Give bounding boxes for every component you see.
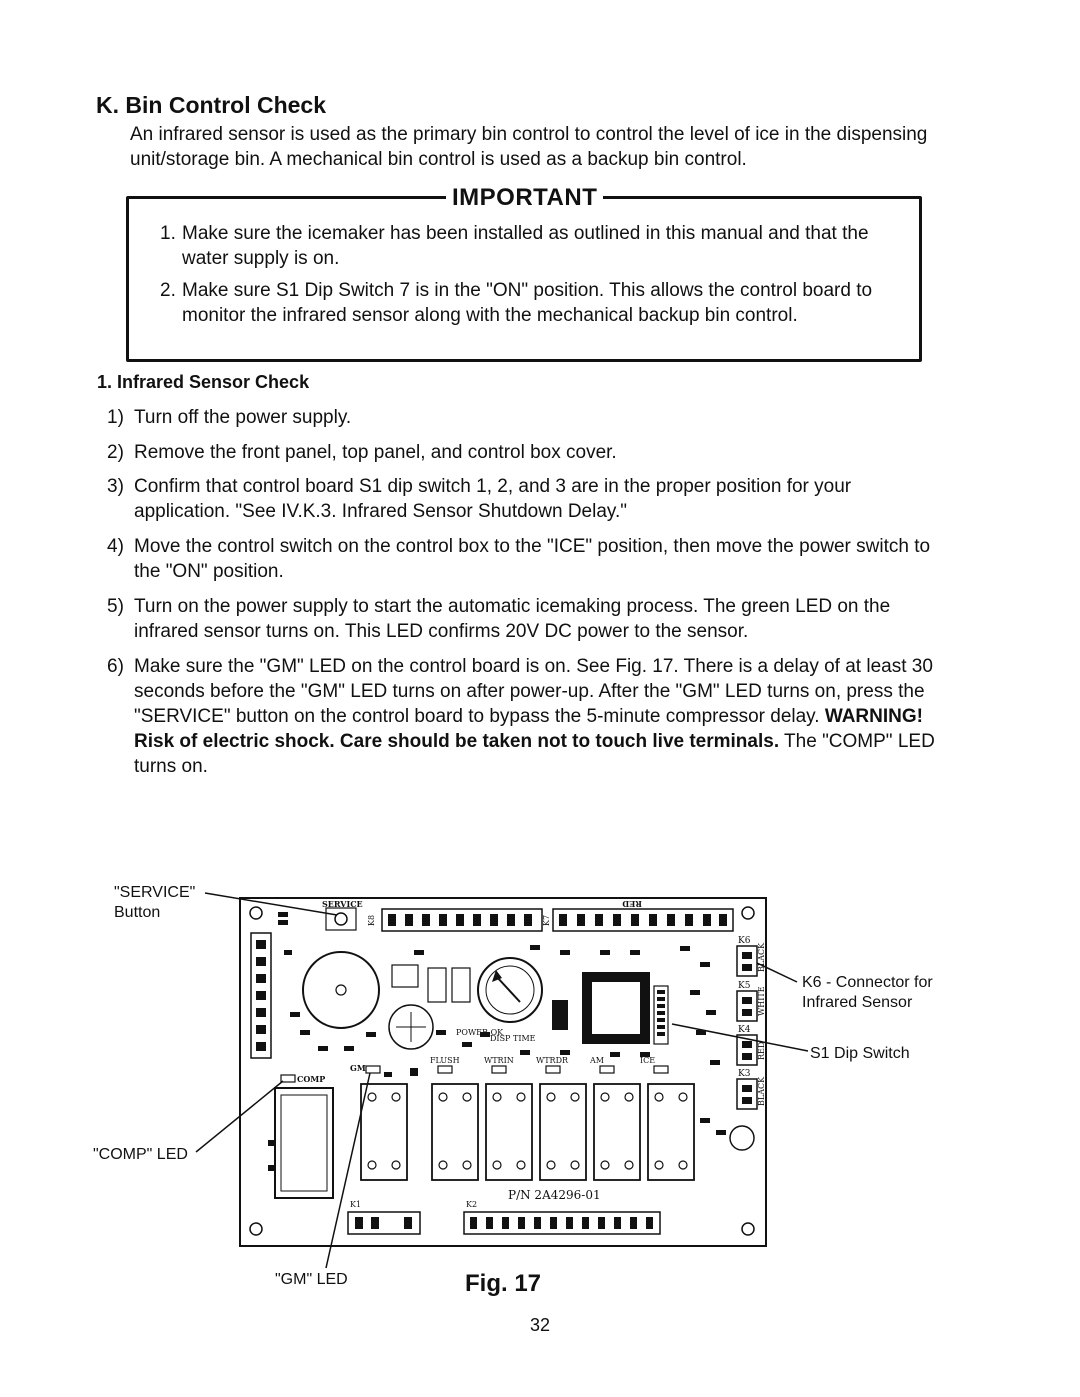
mounting-hole (250, 1223, 262, 1235)
k6-callout-line1: K6 - Connector for (802, 974, 933, 991)
board-label-white: WHITE (757, 986, 766, 1016)
service-callout-line2: Button (114, 904, 161, 921)
connector-k8-pins (388, 914, 532, 926)
board-label-black-2: BLACK (757, 1076, 766, 1106)
board-label-k6: K6 (738, 936, 751, 946)
board-label-k5: K5 (738, 981, 751, 991)
step-number: 5) (107, 596, 124, 617)
section-title: K. Bin Control Check (96, 92, 327, 118)
mounting-hole (250, 907, 262, 919)
board-label-wtrdr: WTRDR (536, 1056, 569, 1065)
board-label-red: RED (622, 899, 642, 909)
board-label-k1: K1 (350, 1200, 362, 1209)
board-part-number: P/N 2A4296-01 (508, 1188, 601, 1202)
board-label-k8: K8 (367, 914, 376, 926)
board-label-disp-time: DISP TIME (490, 1034, 536, 1043)
section-intro: An infrared sensor is used as the primary bin control to control the level of ice in the dispensing unit/storage bin. A mechanical bin control is used as a backup bin control. (130, 124, 928, 170)
board-label-k4: K4 (738, 1025, 751, 1035)
step-text: Turn on the power supply to start the automatic icemaking process. The green LED on the infrared sensor turns on. This LED confirms 20V DC power to the sensor. (134, 596, 891, 642)
mounting-hole (742, 1223, 754, 1235)
connector-k6 (737, 946, 757, 976)
board-label-wtrin: WTRIN (484, 1056, 514, 1065)
board-label-gm: GM (350, 1063, 366, 1073)
board-label-power-ok: POWER OK (456, 1028, 504, 1037)
board-label-ice: ICE (640, 1056, 656, 1065)
board-label-comp: COMP (297, 1074, 326, 1084)
step-number: 6) (107, 656, 124, 677)
gm-led (366, 1066, 380, 1073)
step-text: Turn off the power supply. (134, 407, 352, 428)
step-text: Remove the front panel, top panel, and control box cover. (134, 442, 617, 463)
important-title: IMPORTANT (446, 184, 603, 212)
mounting-hole (742, 907, 754, 919)
important-item-number: 1. (160, 223, 176, 244)
connector-k3 (737, 1079, 757, 1109)
board-label-am: AM (590, 1056, 604, 1065)
step-number: 1) (107, 407, 124, 428)
board-label-k7: K7 (542, 914, 551, 926)
board-label-k3: K3 (738, 1069, 751, 1079)
important-item-text: Make sure S1 Dip Switch 7 is in the "ON" position. This allows the control board to monitor the infrared sensor along with the mechanical backup bin control. (182, 280, 873, 326)
board-label-k2: K2 (466, 1200, 478, 1209)
subsection-title: 1. Infrared Sensor Check (97, 372, 310, 392)
figure-caption: Fig. 17 (465, 1270, 542, 1297)
important-item-text: Make sure the icemaker has been installed as outlined in this manual and that the water supply is on. (182, 223, 869, 269)
comp-led (281, 1075, 295, 1082)
k6-callout-line2: Infrared Sensor (802, 994, 913, 1011)
step-text-part: The "COMP" LED turns on. (134, 731, 935, 777)
page-number: 32 (530, 1315, 551, 1335)
step-number: 4) (107, 536, 124, 557)
step-text: Confirm that control board S1 dip switch 1, 2, and 3 are in the proper position for your application. "See IV.K.3. Infrared Sensor Shutdown Delay." (134, 476, 852, 522)
service-callout-line1: "SERVICE" (114, 884, 196, 901)
step-number: 2) (107, 442, 124, 463)
connector-k5 (737, 991, 757, 1021)
warning-text: WARNING! Risk of electric shock. Care should be taken not to touch live terminals. (134, 706, 923, 752)
board-label-black: BLACK (757, 942, 766, 972)
board-label-red-vertical: RED (757, 1041, 766, 1060)
step-text-part: Make sure the "GM" LED on the control board is on. See Fig. 17. There is a delay of at least 30 seconds before the "GM" LED turns on after power-up. After the "GM" LED turns on, press the "SERVICE" button on the control board to bypass the 5-minute compressor delay. (134, 656, 933, 727)
comp-led-callout: "COMP" LED (93, 1146, 188, 1163)
s1-callout: S1 Dip Switch (810, 1045, 910, 1062)
important-item-number: 2. (160, 280, 176, 301)
step-text: Move the control switch on the control box to the "ICE" position, then move the power switch to the "ON" position. (134, 536, 931, 582)
step-number: 3) (107, 476, 124, 497)
gm-led-callout: "GM" LED (275, 1271, 348, 1288)
board-label-service: SERVICE (322, 899, 363, 909)
board-label-flush: FLUSH (430, 1056, 460, 1065)
